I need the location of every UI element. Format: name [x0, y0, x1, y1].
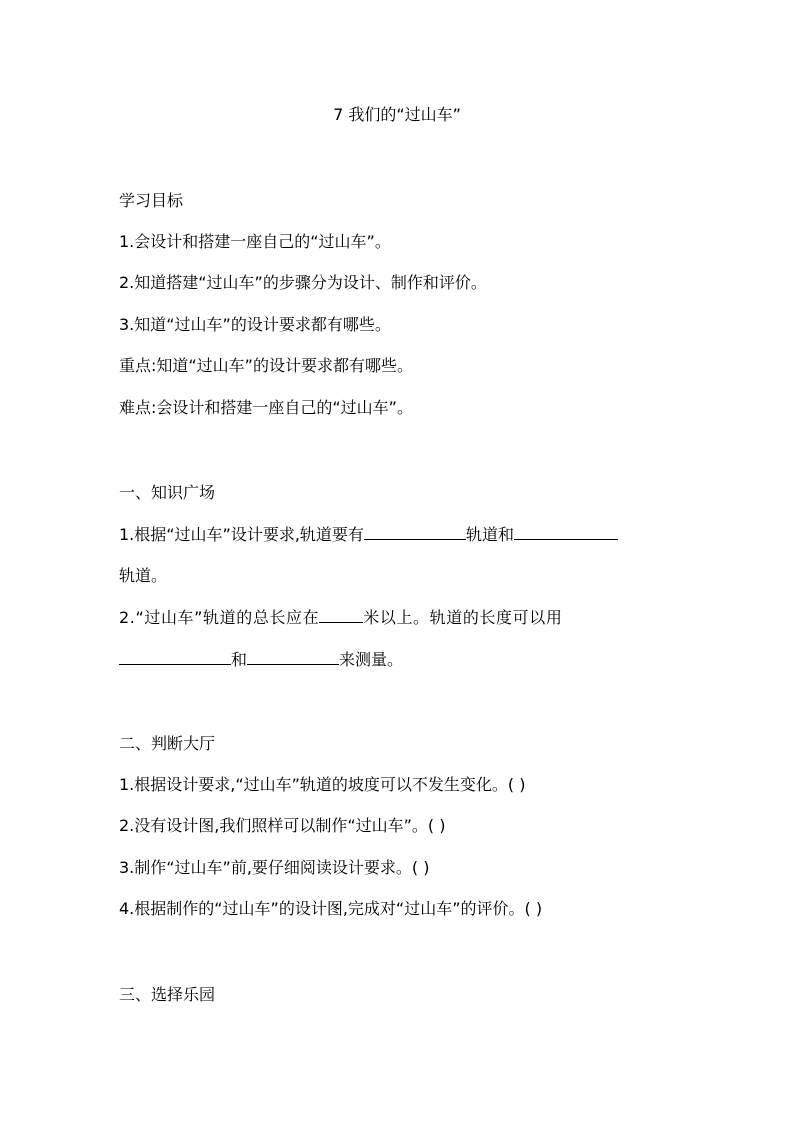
objectives-heading: 学习目标 — [119, 191, 184, 210]
section3-heading: 三、选择乐园 — [119, 985, 216, 1004]
q1-blank-1[interactable] — [364, 523, 466, 540]
judge-item-2: 2.没有设计图,我们照样可以制作“过山车”。( ) — [119, 816, 446, 835]
difficulty-point: 难点:会设计和搭建一座自己的“过山车”。 — [119, 398, 413, 417]
section1-heading: 一、知识广场 — [119, 483, 216, 502]
q2-text-part3: 和 — [231, 650, 248, 669]
judge-item-4: 4.根据制作的“过山车”的设计图,完成对“过山车”的评价。( ) — [119, 899, 543, 918]
q1-blank-2[interactable] — [514, 523, 618, 540]
section1-question-1 — [119, 523, 618, 546]
page-title: 7 我们的“过山车” — [333, 105, 461, 124]
objective-item-1: 1.会设计和搭建一座自己的“过山车”。 — [119, 232, 391, 251]
q2-text-part4: 来测量。 — [339, 650, 404, 669]
judge-item-3: 3.制作“过山车”前,要仔细阅读设计要求。( ) — [119, 858, 430, 877]
judge-item-1: 1.根据设计要求,“过山车”轨道的坡度可以不发生变化。( ) — [119, 775, 526, 794]
q2-text-part2: 米以上。轨道的长度可以用 — [363, 608, 563, 627]
q1-text-part1: 1.根据“过山车”设计要求,轨道要有 — [119, 525, 364, 544]
q2-text-part1: 2.“过山车”轨道的总长应在 — [119, 608, 320, 627]
key-point: 重点:知道“过山车”的设计要求都有哪些。 — [119, 356, 413, 375]
q2-blank-2[interactable] — [119, 648, 231, 665]
section1-question-2 — [119, 606, 562, 629]
q2-blank-3[interactable] — [247, 648, 339, 665]
section1-question-1-continued: 轨道。 — [119, 566, 168, 585]
q1-text-part2: 轨道和 — [465, 525, 514, 544]
section1-question-2-continued — [119, 648, 403, 671]
objective-item-3: 3.知道“过山车”的设计要求都有哪些。 — [119, 315, 391, 334]
q2-blank-1[interactable] — [319, 606, 363, 623]
section2-heading: 二、判断大厅 — [119, 734, 216, 753]
objective-item-2: 2.知道搭建“过山车”的步骤分为设计、制作和评价。 — [119, 273, 487, 292]
